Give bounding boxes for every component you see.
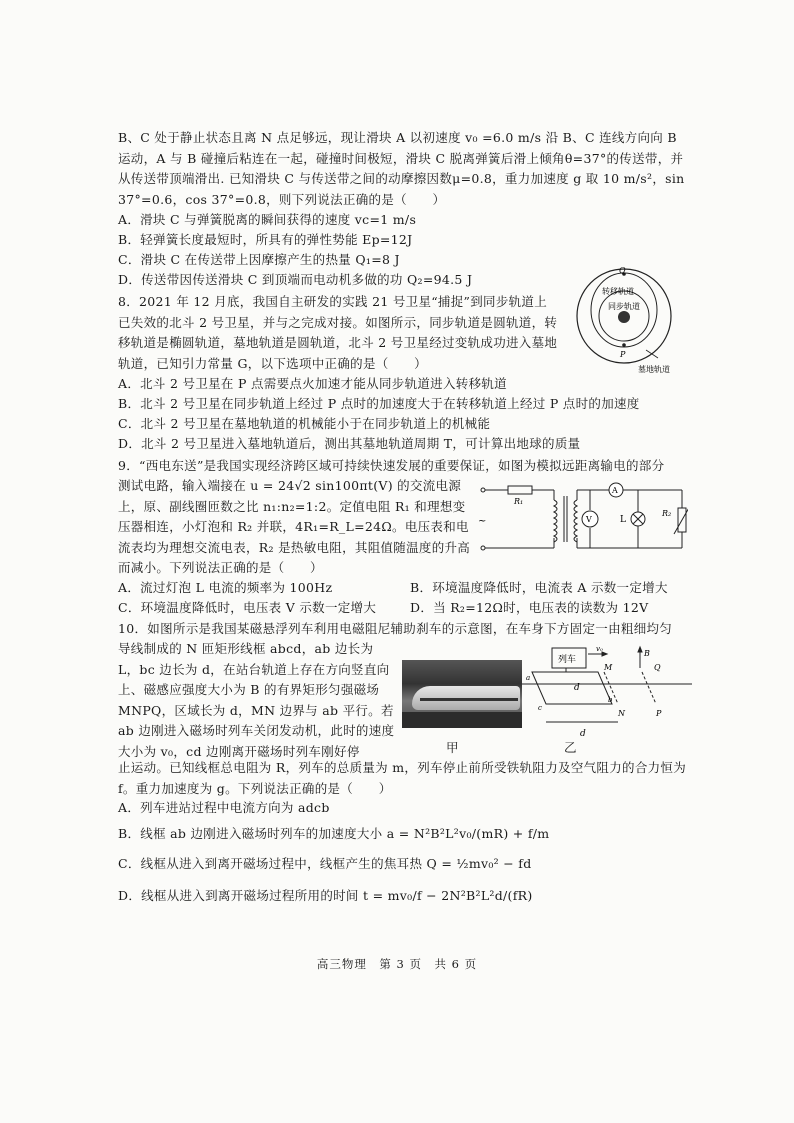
svg-text:c: c: [538, 704, 542, 712]
q7-option-b: B．轻弹簧长度最短时，所具有的弹性势能 Ep=12J: [118, 232, 413, 247]
circuit-diagram: [478, 480, 688, 558]
point-p-label: P: [620, 350, 626, 359]
q10-option-a: A．列车进站过程中电流方向为 adcb: [118, 800, 330, 815]
sync-orbit-label: 同步轨道: [608, 302, 640, 311]
fig-a-label: 甲: [446, 740, 459, 755]
q8-option-c: C．北斗 2 号卫星在墓地轨道的机械能小于在同步轨道上的机械能: [118, 416, 491, 431]
transfer-orbit-label: 转移轨道: [602, 287, 634, 296]
q9-option-c: C．环境温度降低时，电压表 V 示数一定增大: [118, 600, 377, 615]
tomb-orbit-label: 墓地轨道: [638, 365, 670, 374]
svg-text:V: V: [586, 515, 592, 524]
svg-text:A: A: [612, 486, 618, 495]
maglev-photo: [402, 660, 522, 728]
q7-option-a: A．滑块 C 与弹簧脱离的瞬间获得的速度 vc=1 m/s: [118, 212, 417, 227]
q10-option-b: B．线框 ab 边刚进入磁场时列车的加速度大小 a = N²B²L²v₀/(mR) + f/m: [118, 826, 550, 841]
svg-text:a: a: [526, 674, 531, 682]
q10-tail: 止运动。已知线框总电阻为 R，列车的总质量为 m，列车停止前所受铁轨阻力及空气阻力的合力恒为 f。重力加速度为 g。下列说法正确的是（ ）: [118, 760, 687, 796]
q8-option-d: D．北斗 2 号卫星进入墓地轨道后，测出其墓地轨道周期 T，可计算出地球的质量: [118, 436, 581, 451]
svg-text:R₁: R₁: [514, 497, 524, 506]
orbit-diagram: [568, 266, 688, 376]
svg-text:M: M: [604, 663, 613, 672]
q9-option-b: B．环境温度降低时，电流表 A 示数一定增大: [410, 580, 668, 595]
q8-option-b: B．北斗 2 号卫星在同步轨道上经过 P 点时的加速度大于在转移轨道上经过 P 点时的加速度: [118, 396, 640, 411]
fig-b-label: 乙: [564, 740, 577, 755]
q7-option-c: C．滑块 C 在传送带上因摩擦产生的热量 Q₁=8 J: [118, 252, 400, 267]
q10-option-c: C．线框从进入到离开磁场过程中，线框产生的焦耳热 Q = ½mv₀² − fd: [118, 856, 532, 871]
svg-text:N: N: [618, 709, 625, 718]
maglev-field-diagram: [522, 644, 692, 744]
q9-stem: 测试电路，输入端接在 u = 24√2 sin100πt(V) 的交流电源上，原、副线圈匝数之比 n₁:n₂=1:2。定值电阻 R₁ 和理想变压器相连，小灯泡和 R₂ 并联，4R₁=R_L=24Ω。电压表和电流表均为理想交流电表，R₂ 是热敏电阻，其阻值随温度的升高而减小。下列说法正确的是（ ）: [118, 478, 471, 575]
svg-text:d: d: [574, 683, 580, 693]
q10-line1: 10．如图所示是我国某磁悬浮列车利用电磁阻尼辅助刹车的示意图，在车身下方固定一由粗细均匀: [118, 621, 673, 636]
q10-option-d: D．线框从进入到离开磁场过程所用的时间 t = mv₀/f − 2N²B²L²d/(fR): [118, 888, 533, 903]
svg-text:B: B: [644, 649, 650, 658]
svg-text:v₀: v₀: [596, 645, 603, 653]
resistor-r1: [508, 486, 532, 494]
svg-text:d: d: [580, 729, 586, 739]
svg-text:Q: Q: [654, 663, 661, 672]
q8-stem: 8．2021 年 12 月底，我国自主研发的实践 21 号卫星“捕捉”到同步轨道上已失效的北斗 2 号卫星，并与之完成对接。如图所示，同步轨道是圆轨道，转移轨道是椭圆轨道，墓地轨道是圆轨道，北斗 2 号卫星经过变轨成功进入墓地轨道，已知引力常量 G，以下选项中正确的是（ ）: [118, 294, 558, 371]
q8-option-a: A．北斗 2 号卫星在 P 点需要点火加速才能从同步轨道进入转移轨道: [118, 376, 507, 391]
point-q-label: Q: [619, 266, 626, 275]
q9-option-a: A．流过灯泡 L 电流的频率为 100Hz: [118, 580, 333, 595]
svg-text:列车: 列车: [558, 655, 577, 665]
q7-intro: B、C 处于静止状态且离 N 点足够远，现让滑块 A 以初速度 v₀ =6.0 m/s 沿 B、C 连线方向向 B 运动，A 与 B 碰撞后粘连在一起，碰撞时间极短，滑块 C 脱离弹簧后滑上倾角θ=37°的传送带，并从传送带顶端滑出. 已知滑块 C 与传送带之间的动摩擦因数μ=0.8，重力加速度 g 取 10 m/s²，sin 37°=0.6，cos 37°=0.8，则下列说法正确的是（ ）: [118, 130, 685, 207]
q9-line1: 9．“西电东送”是我国实现经济跨区域可持续快速发展的重要保证，如图为模拟远距离输电的部分: [118, 458, 665, 473]
earth-icon: [618, 311, 630, 323]
q10-stem: 导线制成的 N 匝矩形线框 abcd，ab 边长为 L，bc 边长为 d，在站台轨道上存在方向竖直向上、磁感应强度大小为 B 的有界矩形匀强磁场 MNPQ，区域长为 d，MN 边界与 ab 平行。若 ab 边刚进入磁场时列车关闭发动机，此时的速度大小为 v₀，cd 边刚离开磁场时列车刚好停: [118, 641, 395, 759]
svg-text:b: b: [608, 696, 613, 704]
q7-option-d: D．传送带因传送滑块 C 到顶端而电动机多做的功 Q₂=94.5 J: [118, 272, 473, 287]
page-footer: 高三物理 第 3 页 共 6 页: [316, 957, 478, 971]
coil-frame: [532, 672, 612, 704]
q9-option-d: D．当 R₂=12Ω时，电压表的读数为 12V: [410, 600, 649, 615]
svg-text:R₂: R₂: [662, 509, 672, 518]
svg-text:P: P: [656, 709, 662, 718]
svg-text:~: ~: [478, 516, 487, 527]
svg-text:L: L: [620, 515, 626, 525]
